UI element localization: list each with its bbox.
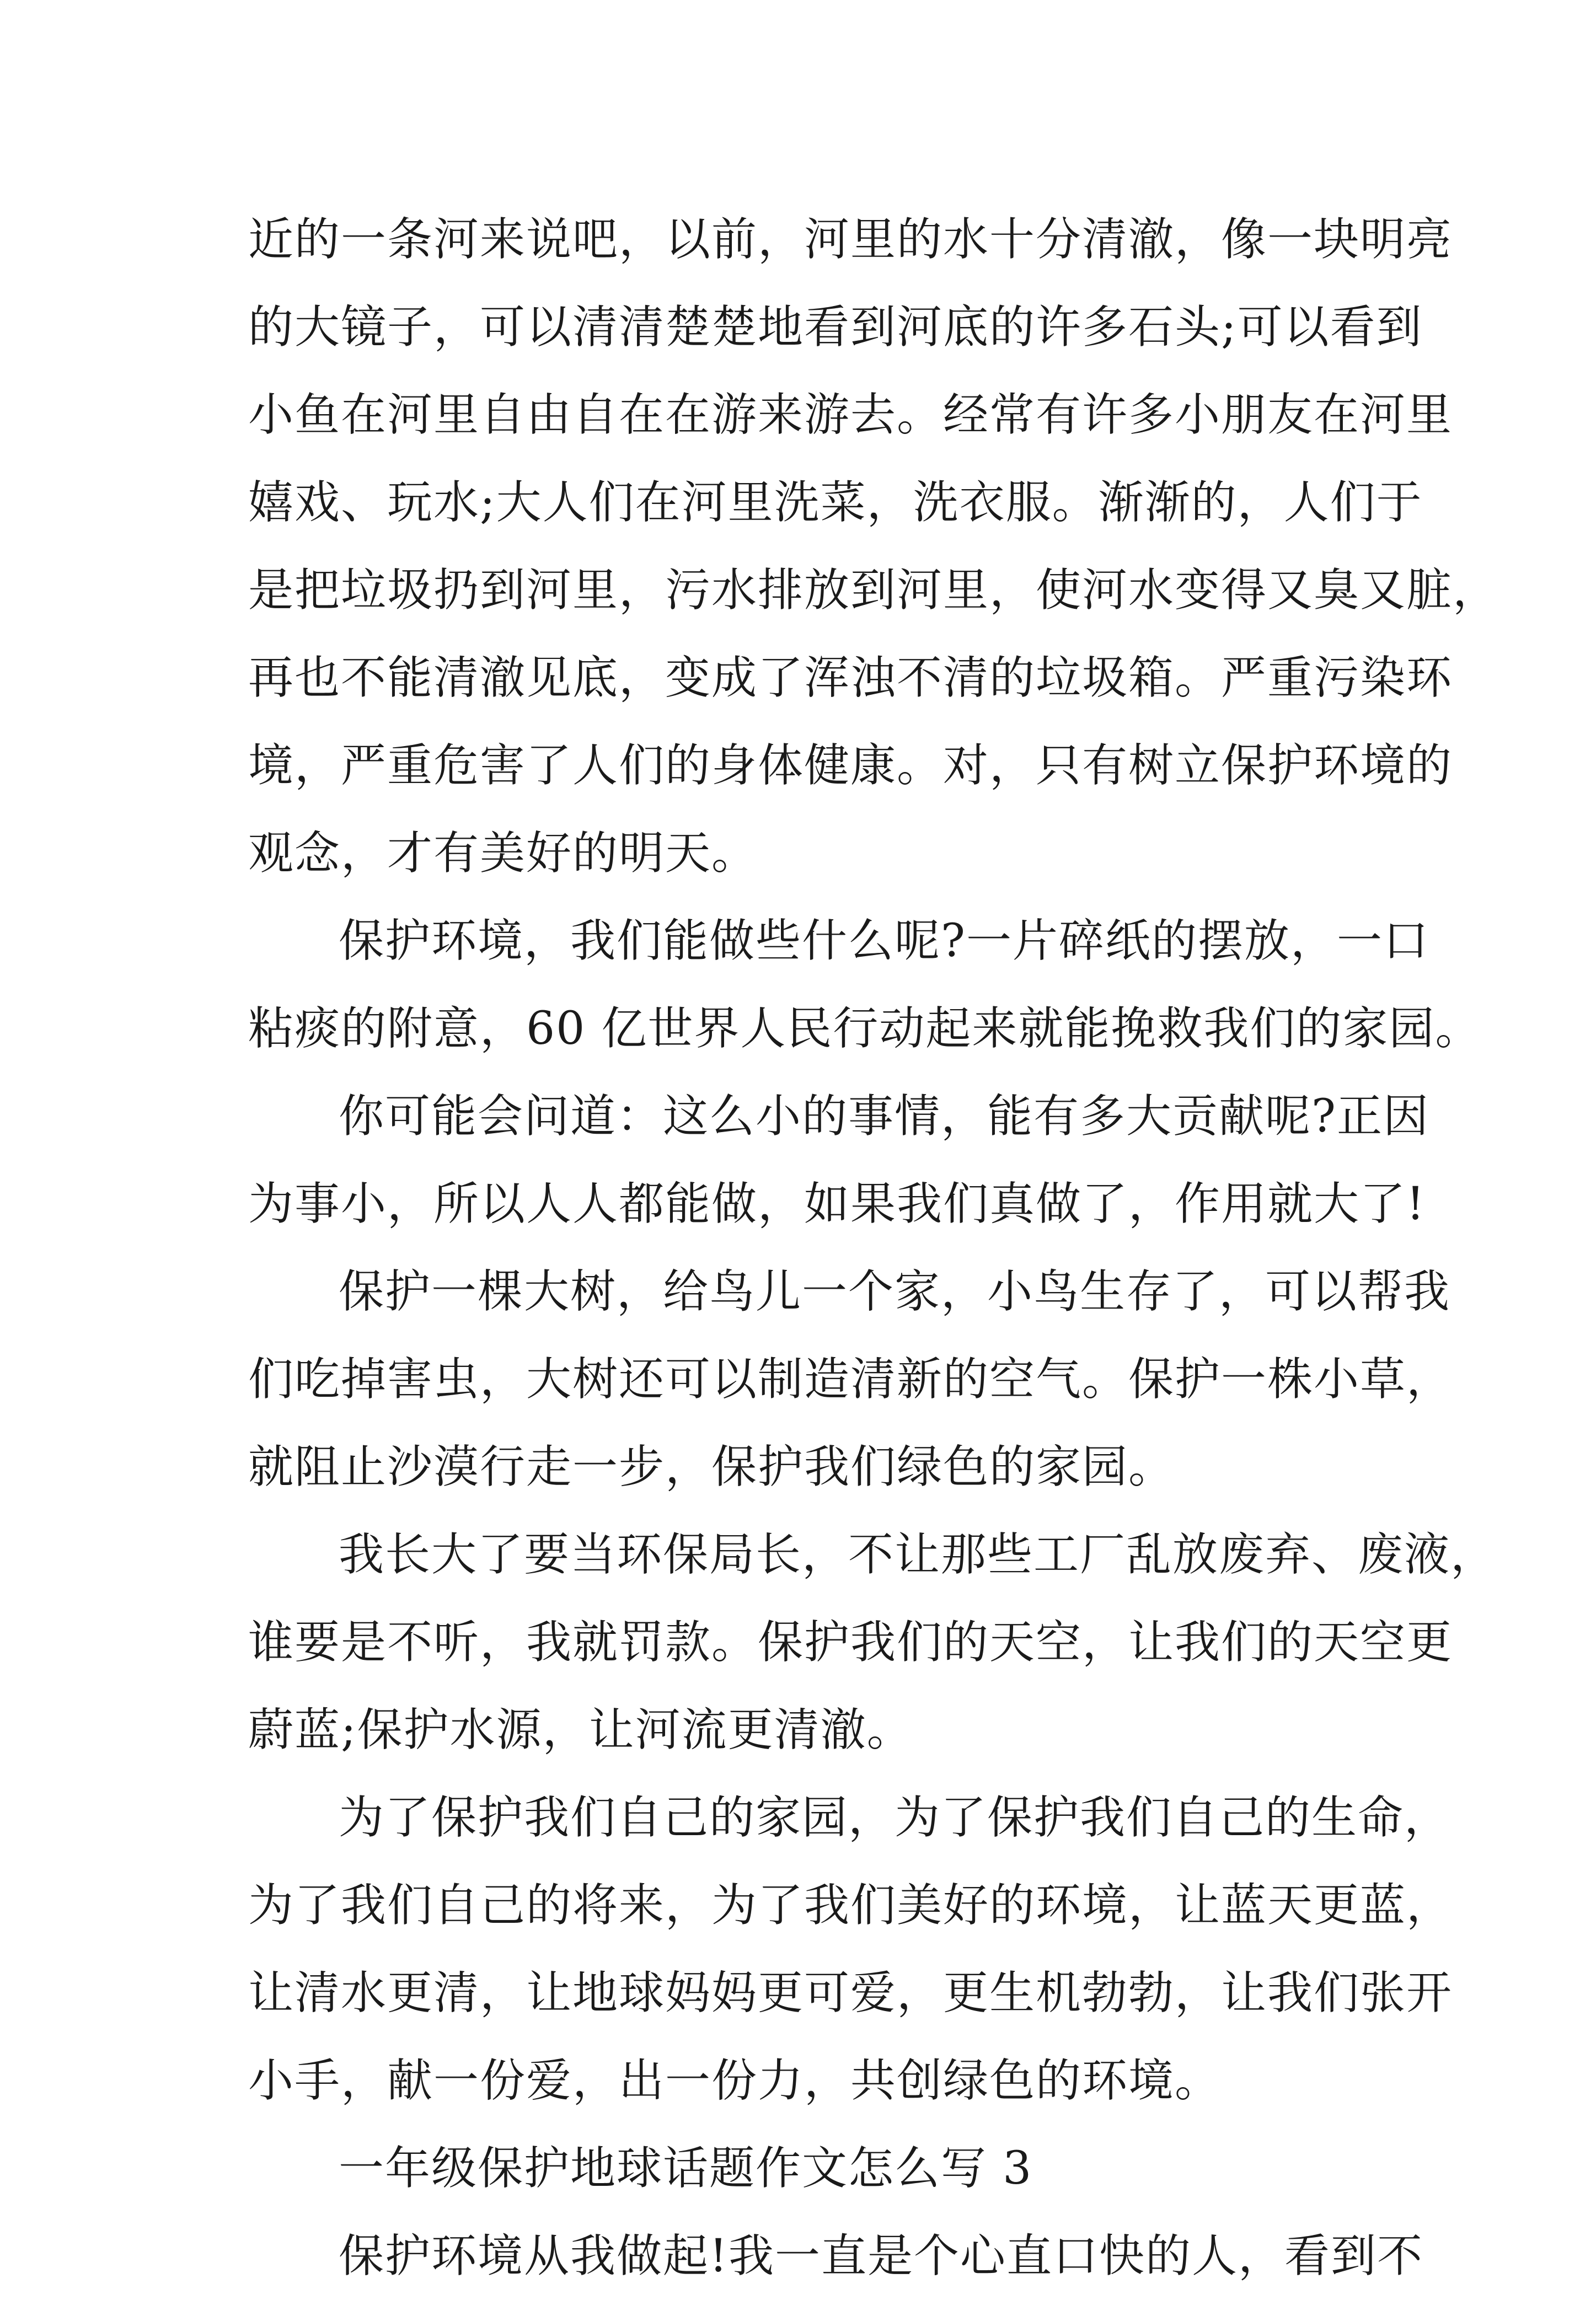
text-line: 为事小，所以人人都能做，如果我们真做了，作用就大了!: [248, 1178, 1426, 1230]
text-line: 是把垃圾扔到河里，污水排放到河里，使河水变得又臭又脏，: [248, 564, 1499, 616]
text-line: 小鱼在河里自由自在在游来游去。经常有许多小朋友在河里: [248, 389, 1453, 441]
text-line: 就阻止沙漠行走一步，保护我们绿色的家园。: [248, 1441, 1175, 1493]
body-text: [248, 196, 1499, 2300]
text-line: 保护环境从我做起!我一直是个心直口快的人，看到不: [339, 2230, 1423, 2282]
text-line: 你可能会问道：这么小的事情，能有多大贡献呢?正因: [339, 1090, 1429, 1143]
text-line: 嬉戏、玩水;大人们在河里洗菜，洗衣服。渐渐的，人们于: [248, 476, 1423, 529]
text-line: 让清水更清，让地球妈妈更可爱，更生机勃勃，让我们张开: [248, 1967, 1453, 2019]
text-line: 小手，献一份爱，出一份力，共创绿色的环境。: [248, 2055, 1222, 2107]
text-line: 谁要是不听，我就罚款。保护我们的天空，让我们的天空更: [248, 1616, 1453, 1669]
text-line: 们吃掉害虫，大树还可以制造清新的空气。保护一株小草，: [248, 1353, 1453, 1406]
text-line: 近的一条河来说吧，以前，河里的水十分清澈，像一块明亮: [248, 213, 1453, 266]
text-line: 保护一棵大树，给鸟儿一个家，小鸟生存了，可以帮我: [339, 1266, 1451, 1318]
text-line: 境，严重危害了人们的身体健康。对，只有树立保护环境的: [248, 739, 1453, 792]
text-line: 粘痰的附意，60 亿世界人民行动起来就能挽救我们的家园。: [248, 1002, 1482, 1055]
text-line: 我长大了要当环保局长，不让那些工厂乱放废弃、废液，: [339, 1529, 1497, 1581]
text-line: 观念，才有美好的明天。: [248, 827, 758, 880]
text-line: 一年级保护地球话题作文怎么写 3: [339, 2142, 1033, 2195]
text-line: 为了保护我们自己的家园，为了保护我们自己的生命，: [339, 1792, 1451, 1844]
text-line: 的大镜子，可以清清楚楚地看到河底的许多石头;可以看到: [248, 301, 1423, 353]
text-line: 保护环境，我们能做些什么呢?一片碎纸的摆放，一口: [339, 915, 1429, 967]
text-line: 为了我们自己的将来，为了我们美好的环境，让蓝天更蓝，: [248, 1879, 1453, 1932]
text-line: 再也不能清澈见底，变成了浑浊不清的垃圾箱。严重污染环: [248, 652, 1453, 704]
text-line: 蔚蓝;保护水源，让河流更清澈。: [248, 1704, 913, 1756]
